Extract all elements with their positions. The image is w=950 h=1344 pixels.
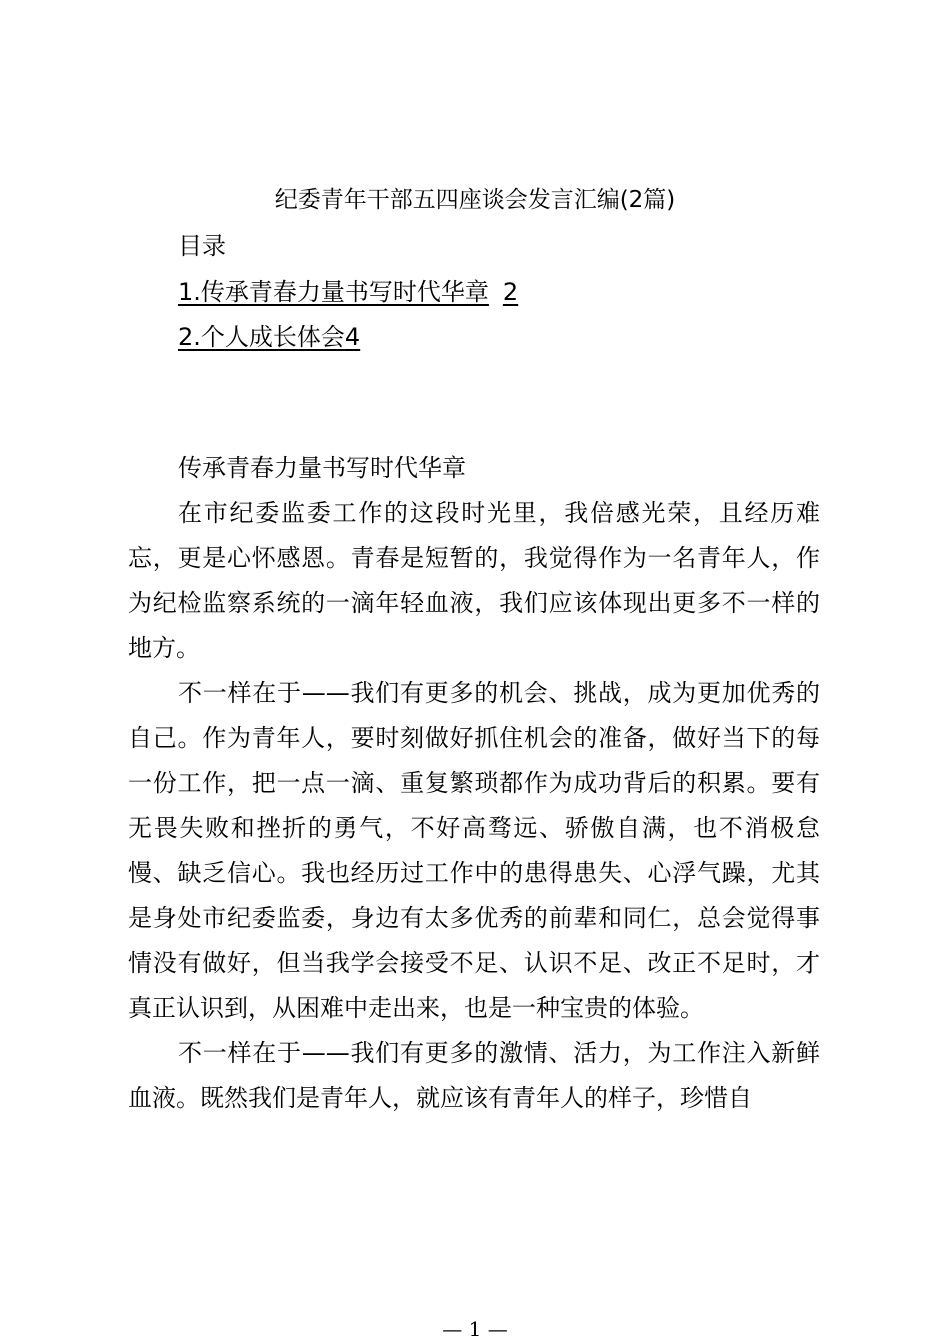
toc-item-page-number: 2 — [502, 278, 519, 306]
toc-heading: 目录 — [178, 232, 226, 260]
toc-item-2[interactable] — [178, 320, 360, 354]
toc-item-page-number: 4 — [344, 323, 361, 351]
toc-item-label: 2.个人成长体会 — [178, 323, 345, 351]
paragraph: 不一样在于——我们有更多的机会、挑战，成为更加优秀的自己。作为青年人，要时刻做好抓住机会的准备，做好当下的每一份工作，把一点一滴、重复繁琐都作为成功背后的积累。要有无畏失败和挫折的勇气，不好高骛远、骄傲自满，也不消极怠慢、缺乏信心。我也经历过工作中的患得患失、心浮气躁，尤其是身处市纪委监委，身边有太多优秀的前辈和同仁，总会觉得事情没有做好，但当我学会接受不足、认识不足、改正不足时，才真正认识到，从困难中走出来，也是一种宝贵的体验。 — [128, 679, 820, 1022]
section-heading: 传承青春力量书写时代华章 — [178, 454, 466, 482]
paragraph: 在市纪委监委工作的这段时光里，我倍感光荣，且经历难忘，更是心怀感恩。青春是短暂的，我觉得作为一名青年人，作为纪检监察系统的一滴年轻血液，我们应该体现出更多不一样的地方。 — [128, 499, 820, 662]
body-text — [128, 491, 820, 1121]
document-title: 纪委青年干部五四座谈会发言汇编(2篇) — [274, 187, 676, 213]
toc-item-1[interactable] — [178, 275, 518, 309]
toc-item-label: 1.传承青春力量书写时代华章 — [178, 278, 489, 306]
page-number-footer: — 1 — — [442, 1317, 508, 1341]
paragraph: 不一样在于——我们有更多的激情、活力，为工作注入新鲜血液。既然我们是青年人，就应该有青年人的样子，珍惜自 — [128, 1039, 820, 1112]
